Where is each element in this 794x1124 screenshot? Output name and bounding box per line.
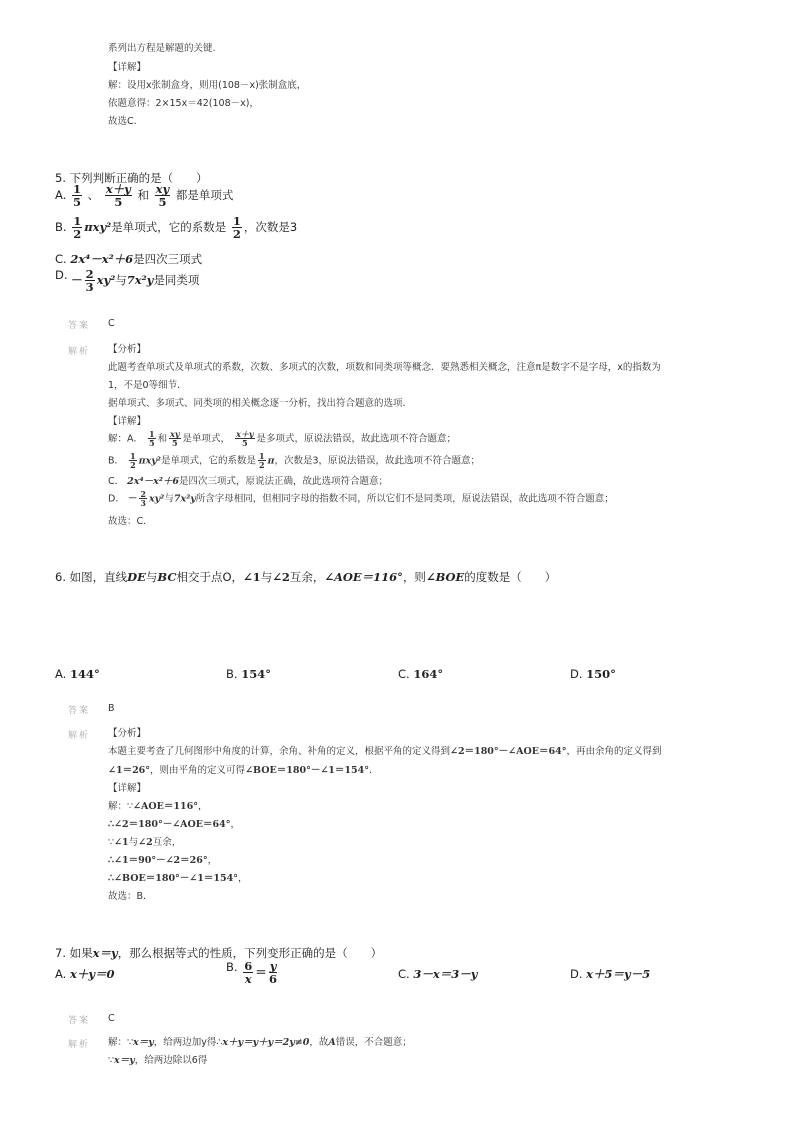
answer-label: 答案 bbox=[68, 1016, 91, 1026]
detail-step: ∴∠BOE＝180°－∠1＝154°， bbox=[108, 873, 248, 884]
analysis-heading: 【分析】 bbox=[108, 344, 147, 355]
option-text: 是同类项 bbox=[153, 273, 200, 288]
fraction: $\frac{1}{2}$ bbox=[232, 214, 241, 242]
analysis-text: 解：∵x＝y，给两边加y得∴x＋y＝y＋y＝2y≠0，故A错误，不合题意； bbox=[108, 1037, 412, 1048]
detail-heading: 【详解】 bbox=[108, 416, 147, 427]
analysis-text: ∵x＝y，给两边除以6得 bbox=[108, 1055, 208, 1066]
q7-option-d: D. x＋5＝y－5 bbox=[570, 967, 651, 981]
q6-stem: 6. 如图，直线DE与BC相交于点O，∠1与∠2互余，∠AOE＝116°，则∠BOE的度数是（ ） bbox=[55, 570, 557, 584]
fraction: $\frac{2}{3}$ bbox=[85, 267, 94, 295]
answer-value: C bbox=[108, 318, 115, 329]
answer-label: 答案 bbox=[68, 706, 91, 716]
detail-step: ∴∠1＝90°－∠2＝26°， bbox=[108, 855, 218, 866]
q6-option-b: B. 154° bbox=[226, 667, 271, 681]
q5-option-b bbox=[55, 215, 297, 240]
q7-option-b: B. $\frac{6}{x}$ ＝ $\frac{y}{6}$ bbox=[226, 959, 278, 987]
detail-step: ∵∠1与∠2互余， bbox=[108, 837, 182, 848]
answer-label: 答案 bbox=[68, 321, 91, 331]
q7-option-a: A. x＋y＝0 bbox=[55, 967, 115, 981]
fraction: $\frac{xy}{5}$ bbox=[155, 182, 170, 210]
q6-option-a: A. 144° bbox=[55, 667, 100, 681]
analysis-text: 此题考查单项式及单项式的系数，次数、多项式的次数，项数和同类项等概念．要熟悉相关概念，注意π是数字不是字母，x的指数为 bbox=[108, 362, 661, 373]
prev-text-line: 故选C. bbox=[108, 116, 137, 127]
conjunction: 与 bbox=[115, 273, 127, 288]
q5-option-a bbox=[55, 183, 233, 208]
q6-option-d: D. 150° bbox=[570, 667, 616, 681]
q7-stem: 7. 如果x＝y，那么根据等式的性质，下列变形正确的是（ ） bbox=[55, 946, 383, 960]
prev-text-line: 依题意得：2×15x＝42(108－x)， bbox=[108, 98, 259, 109]
analysis-text: 本题主要考查了几何图形中角度的计算，余角、补角的定义，根据平角的定义得到∠2＝180°－∠AOE＝64°，再由余角的定义得到 bbox=[108, 746, 662, 757]
prev-text-line: 解：设用x张制盒身，则用(108－x)张制盒底， bbox=[108, 80, 307, 91]
fraction: $\frac{x+y}{5}$ bbox=[105, 182, 131, 210]
prev-text-line: 系列出方程是解题的关键. bbox=[108, 43, 216, 54]
conjunction: 和 bbox=[137, 188, 150, 203]
math-expression: 2x⁴－x²＋6 bbox=[70, 252, 134, 266]
analysis-label: 解析 bbox=[68, 731, 91, 741]
math-term: xy² bbox=[96, 273, 116, 288]
math-term: 7x²y bbox=[126, 273, 154, 288]
prev-detail-heading: 【详解】 bbox=[108, 62, 147, 73]
detail-step: 解：∵∠AOE＝116°， bbox=[108, 801, 208, 812]
option-text: 都是单项式 bbox=[175, 188, 234, 203]
option-key: C. bbox=[55, 252, 67, 266]
q5-option-d bbox=[55, 268, 199, 293]
answer-value: C bbox=[108, 1013, 115, 1024]
q6-option-c: C. 164° bbox=[398, 667, 444, 681]
q7-option-c: C. 3－x＝3－y bbox=[398, 967, 478, 981]
detail-line-c: C． 2x⁴－x²＋6是四次三项式，原说法正确，故此选项符合题意； bbox=[108, 476, 389, 487]
detail-line-b: B． $\frac{1}{2}$ πxy²是单项式，它的系数是 $\frac{1}{2}$ π，次数是3，原说法错误，故此选项不符合题意； bbox=[108, 451, 481, 471]
detail-step: ∴∠2＝180°－∠AOE＝64°， bbox=[108, 819, 241, 830]
option-key: A. bbox=[55, 188, 67, 203]
detail-line-d: D． － $\frac{2}{3}$ xy²与7x²y所含字母相同，但相同字母的指数不同，所以它们不是同类项，原说法错误，故此选项不符合题意； bbox=[108, 489, 614, 509]
detail-end: 故选：B. bbox=[108, 891, 147, 902]
detail-end: 故选：C. bbox=[108, 516, 147, 527]
option-text: 是单项式，它的系数是 bbox=[111, 220, 227, 235]
q5-option-c bbox=[55, 251, 202, 267]
detail-heading: 【详解】 bbox=[108, 783, 147, 794]
fraction: $\frac{1}{2}$ bbox=[73, 214, 82, 242]
option-text: 是四次三项式 bbox=[133, 252, 203, 266]
math-sign: － bbox=[71, 273, 83, 288]
analysis-heading: 【分析】 bbox=[108, 728, 147, 739]
analysis-label: 解析 bbox=[68, 1040, 91, 1050]
answer-value: B bbox=[108, 703, 115, 714]
math-term: πxy² bbox=[84, 220, 112, 235]
option-text: ，次数是3 bbox=[243, 220, 298, 235]
option-key: D. bbox=[55, 268, 68, 282]
q5-stem: 5. 下列判断正确的是（ ） bbox=[55, 171, 208, 185]
option-key: B. bbox=[55, 220, 67, 235]
separator: 、 bbox=[87, 188, 100, 203]
analysis-text: 据单项式、多项式、同类项的相关概念逐一分析，找出符合题意的选项． bbox=[108, 398, 413, 409]
analysis-text: 1，不是0等细节． bbox=[108, 380, 187, 391]
analysis-label: 解析 bbox=[68, 347, 91, 357]
fraction: $\frac{1}{5}$ bbox=[72, 182, 81, 210]
detail-line-a: 解：A． $\frac{1}{5}$ 和 $\frac{xy}{5}$ 是单项式， $\frac{x+y}{5}$ 是多项式，原说法错误，故此选项不符合题意； bbox=[108, 429, 457, 449]
analysis-text: ∠1＝26°，则由平角的定义可得∠BOE＝180°－∠1＝154°. bbox=[108, 765, 373, 776]
